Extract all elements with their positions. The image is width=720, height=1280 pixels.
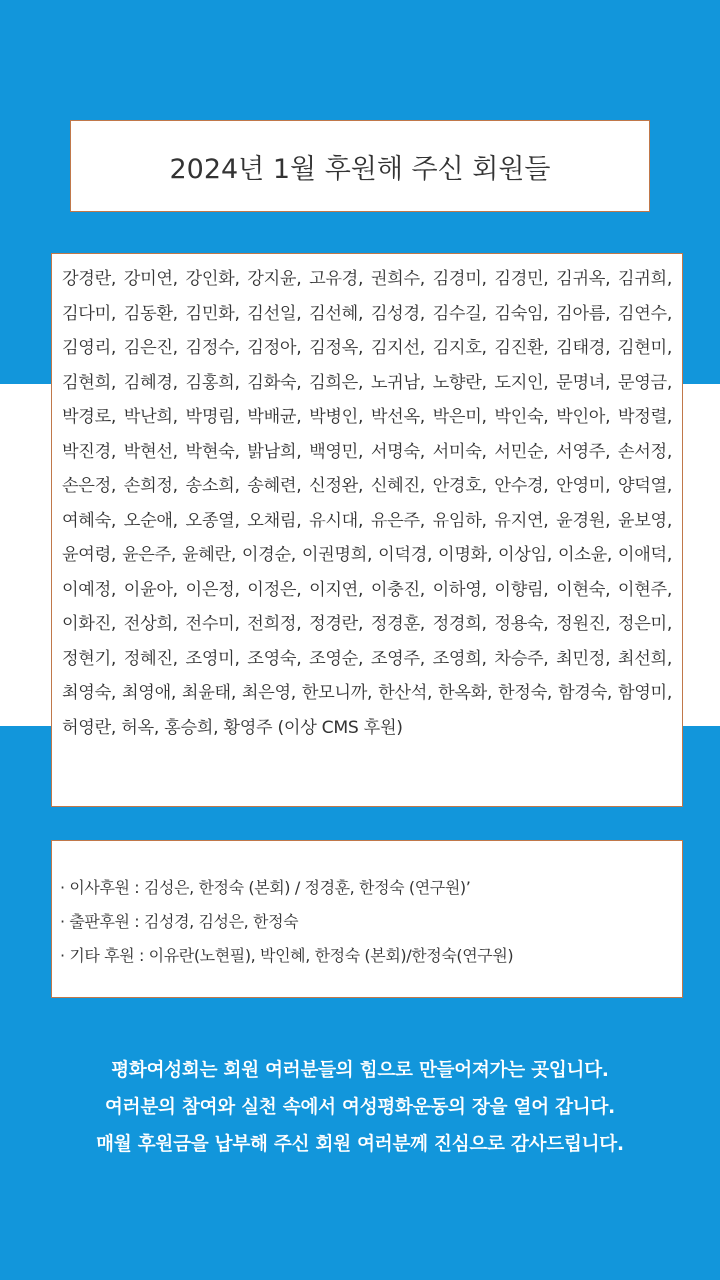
support-box [51, 840, 683, 998]
members-box [51, 253, 683, 807]
closing-message [0, 1052, 720, 1163]
title-box [70, 120, 650, 212]
support-publication-line: · 출판후원 : 김성경, 김성은, 한정숙 [60, 912, 299, 931]
support-other-line: · 기타 후원 : 이유란(노현필), 박인혜, 한정숙 (본회)/한정숙(연구원) [60, 946, 514, 965]
closing-line-2: 여러분의 참여와 실천 속에서 여성평화운동의 장을 열어 갑니다. [105, 1097, 615, 1118]
closing-line-3: 매월 후원금을 납부해 주신 회원 여러분께 진심으로 감사드립니다. [96, 1134, 624, 1155]
members-list: 강경란, 강미연, 강인화, 강지윤, 고유경, 권희수, 김경미, 김경민, 김귀옥, 김귀희, 김다미, 김동환, 김민화, 김선일, 김선혜, 김성경, 김수길, 김숙임, 김아름, 김연수, 김영리, 김은진, 김정수, 김정아, 김정옥, 김지선, 김지호, 김진환, 김태경, 김현미, 김현희, 김혜경, 김홍희, 김화숙, 김희은, 노귀남, 노향란, 도지인, 문명녀, 문영금, 박경로, 박난희, 박명림, 박배균, 박병인, 박선옥, 박은미, 박인숙, 박인아, 박정렬, 박진경, 박현선, 박현숙, 밝남희, 백영민, 서명숙, 서미숙, 서민순, 서영주, 손서정, 손은정, 손희정, 송소희, 송혜련, 신정완, 신혜진, 안경호, 안수경, 안영미, 양덕열, 여혜숙, 오순애, 오종열, 오채림, 유시대, 유은주, 유임하, 유지연, 윤경원, 윤보영, 윤여령, 윤은주, 윤혜란, 이경순, 이권명희, 이덕경, 이명화, 이상임, 이소윤, 이애덕, 이예정, 이윤아, 이은정, 이정은, 이지연, 이충진, 이하영, 이향림, 이현숙, 이현주, 이화진, 전상희, 전수미, 전희정, 정경란, 정경훈, 정경희, 정용숙, 정원진, 정은미, 정현기, 정혜진, 조영미, 조영숙, 조영순, 조영주, 조영희, 차승주, 최민정, 최선희, 최영숙, 최영애, 최윤태, 최은영, 한모니까, 한산석, 한옥화, 한정숙, 함경숙, 함영미, 허영란, 허옥, 홍승희, 황영주 (이상 CMS 후원) [62, 269, 672, 738]
page-title: 2024년 1월 후원해 주신 회원들 [169, 153, 551, 185]
closing-line-1: 평화여성회는 회원 여러분들의 힘으로 만들어져가는 곳입니다. [111, 1060, 609, 1081]
support-board-line: · 이사후원 : 김성은, 한정숙 (본회) / 정경훈, 한정숙 (연구원)’ [60, 878, 471, 897]
